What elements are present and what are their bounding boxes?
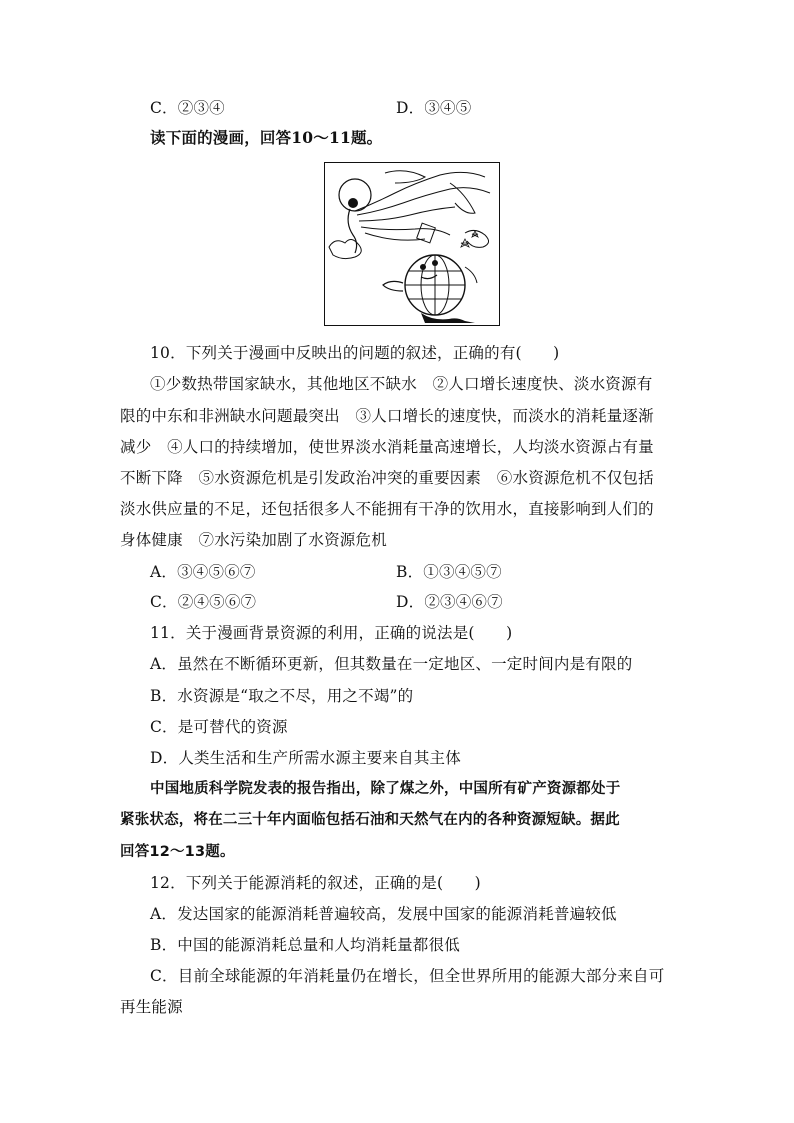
q10-line-5: 淡水供应量的不足，还包括很多人不能拥有干净的饮用水，直接影响到人们的 [120, 500, 654, 518]
intro-cartoon: 读下面的漫画，回答10～11题。 [150, 128, 383, 147]
option-c-prev: C．②③④ [150, 99, 225, 117]
q11-option-d: D．人类生活和生产所需水源主要来自其主体 [150, 749, 461, 767]
q10-line-6: 身体健康 ⑦水污染加剧了水资源危机 [120, 531, 387, 549]
q11-option-a: A．虽然在不断循环更新，但其数量在一定地区、一定时间内是有限的 [150, 655, 633, 673]
q10-option-b: B．①③④⑤⑦ [396, 563, 502, 581]
q10-line-3: 减少 ④人口的持续增加，使世界淡水消耗量高速增长，人均淡水资源占有量 [120, 438, 654, 456]
q10-option-d: D．②③④⑥⑦ [396, 593, 503, 611]
cartoon-image [324, 162, 500, 326]
q10-line-1: ①少数热带国家缺水，其他地区不缺水 ②人口增长速度快、淡水资源有 [150, 375, 653, 393]
q11-option-b: B．水资源是“取之不尽，用之不竭”的 [150, 687, 414, 705]
q10-line-4: 不断下降 ⑤水资源危机是引发政治冲突的重要因素 ⑥水资源危机不仅包括 [120, 469, 654, 487]
report-line-1: 中国地质科学院发表的报告指出，除了煤之外，中国所有矿产资源都处于 [150, 781, 621, 797]
q11-option-c: C．是可替代的资源 [150, 718, 288, 736]
q10-option-a: A．③④⑤⑥⑦ [150, 563, 256, 581]
q12-option-c-line-2: 再生能源 [120, 998, 183, 1016]
q10-line-2: 限的中东和非洲缺水问题最突出 ③人口增长的速度快，而淡水的消耗量逐渐 [120, 407, 654, 425]
q10-stem: 10．下列关于漫画中反映出的问题的叙述，正确的有( ) [150, 344, 560, 362]
q12-option-b: B．中国的能源消耗总量和人均消耗量都很低 [150, 936, 460, 954]
report-line-3: 回答12～13题。 [120, 844, 235, 860]
q12-stem: 12．下列关于能源消耗的叙述，正确的是( ) [150, 874, 481, 892]
q12-option-a: A．发达国家的能源消耗普遍较高，发展中国家的能源消耗普遍较低 [150, 905, 617, 923]
cartoon-drawing [325, 163, 498, 324]
option-d-prev: D．③④⑤ [396, 99, 472, 117]
q11-stem: 11．关于漫画背景资源的利用，正确的说法是( ) [150, 624, 513, 642]
q10-option-c: C．②④⑤⑥⑦ [150, 593, 257, 611]
q12-option-c-line-1: C．目前全球能源的年消耗量仍在增长，但全世界所用的能源大部分来自可 [150, 967, 665, 985]
report-line-2: 紧张状态，将在二三十年内面临包括石油和天然气在内的各种资源短缺。据此 [120, 812, 620, 828]
